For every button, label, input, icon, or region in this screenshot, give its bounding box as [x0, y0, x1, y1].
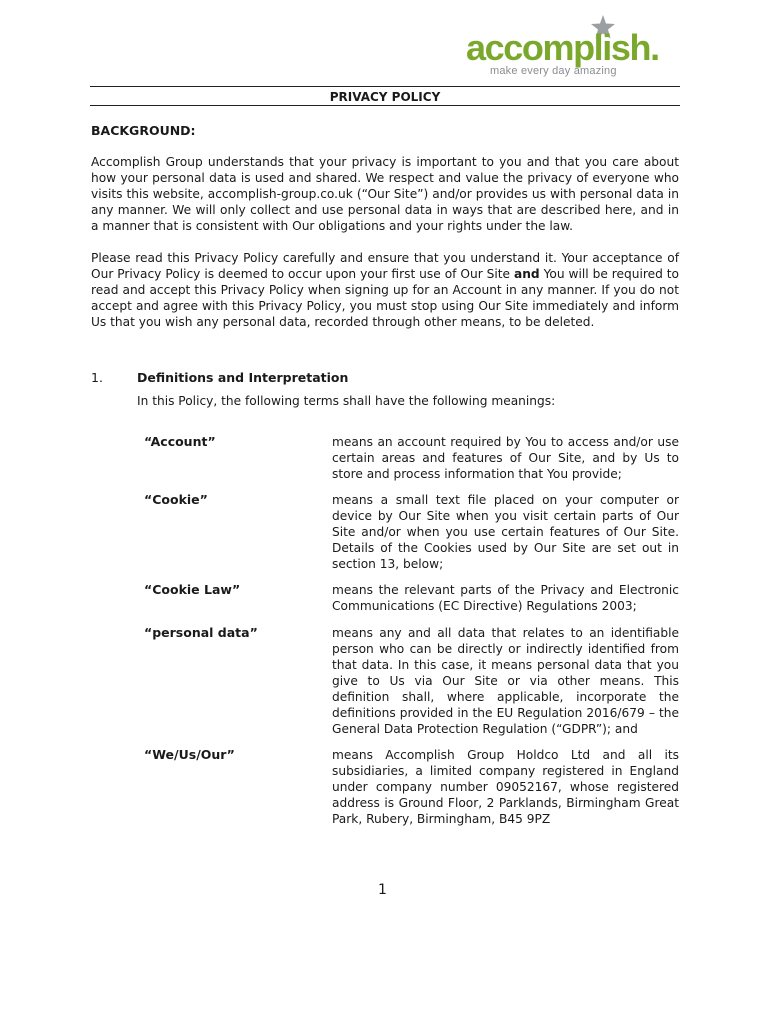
accomplish-logo — [466, 14, 660, 77]
definition-term-cookie-law: “Cookie Law” — [144, 582, 241, 597]
paragraph2-text-a: Please read this Privacy Policy carefully and ensure that you understand it. Your acceptance of Our Privacy Policy is deemed to occur upon your first use of Our Site — [91, 251, 679, 281]
logo-wordmark: accomplish. — [466, 27, 659, 68]
document-title: PRIVACY POLICY — [329, 90, 441, 104]
definition-meaning-we-us-our: means Accomplish Group Holdco Ltd and all its subsidiaries, a limited company registered in England under company number 09052167, whose registered address is Ground Floor, 2 Parklands, Birmingham Great Park, Rubery, Birmingham, B45 9PZ — [332, 748, 679, 826]
title-bottom-rule — [90, 105, 680, 106]
section-title: Definitions and Interpretation — [137, 370, 349, 385]
background-paragraph-2 — [91, 250, 679, 330]
title-top-rule — [90, 86, 680, 87]
page-number: 1 — [378, 882, 387, 898]
definition-term-personal-data: “personal data” — [144, 625, 258, 640]
definition-term-cookie: “Cookie” — [144, 492, 208, 507]
background-heading: BACKGROUND: — [91, 123, 196, 138]
definition-meaning-cookie-law: means the relevant parts of the Privacy and Electronic Communications (EC Directive) Regulations 2003; — [332, 583, 679, 613]
section-intro: In this Policy, the following terms shall have the following meanings: — [137, 394, 556, 408]
definition-term-we-us-our: “We/Us/Our” — [144, 747, 235, 762]
definition-meaning-cookie: means a small text file placed on your computer or device by Our Site when you visit certain parts of Our Site and/or when you use certain features of Our Site. Details of the Cookies used by Our Site are set out in section 13, below; — [332, 493, 679, 571]
definition-meaning-personal-data: means any and all data that relates to an identifiable person who can be directly or indirectly identified from that data. In this case, it means personal data that you give to Us via Our Site or via other means. This definition shall, where applicable, incorporate the definitions provided in the EU Regulation 2016/679 – the General Data Protection Regulation (“GDPR”); and — [332, 626, 679, 736]
definition-meaning-account: means an account required by You to access and/or use certain areas and features of Our Site, and by Us to store and process information that You provide; — [332, 435, 679, 481]
section-number: 1. — [91, 370, 103, 385]
paragraph2-bold-and: and — [514, 267, 540, 281]
background-paragraph-1: Accomplish Group understands that your privacy is important to you and that you care about how your personal data is used and shared. We respect and value the privacy of everyone who visits this website, accomplish-group.co.uk (“Our Site”) and/or provides us with personal data in any manner. We will only collect and use personal data in ways that are described here, and in a manner that is consistent with Our obligations and your rights under the law. — [91, 155, 679, 233]
logo-tagline: make every day amazing — [490, 65, 617, 77]
paragraph2-text-b: You will be required to read and accept this Privacy Policy when signing up for an Account in any manner. If you do not accept and agree with this Privacy Policy, you must stop using Our Site immediately and inform Us that you wish any personal data, recorded through other means, to be deleted. — [91, 267, 679, 329]
definition-term-account: “Account” — [144, 434, 216, 449]
